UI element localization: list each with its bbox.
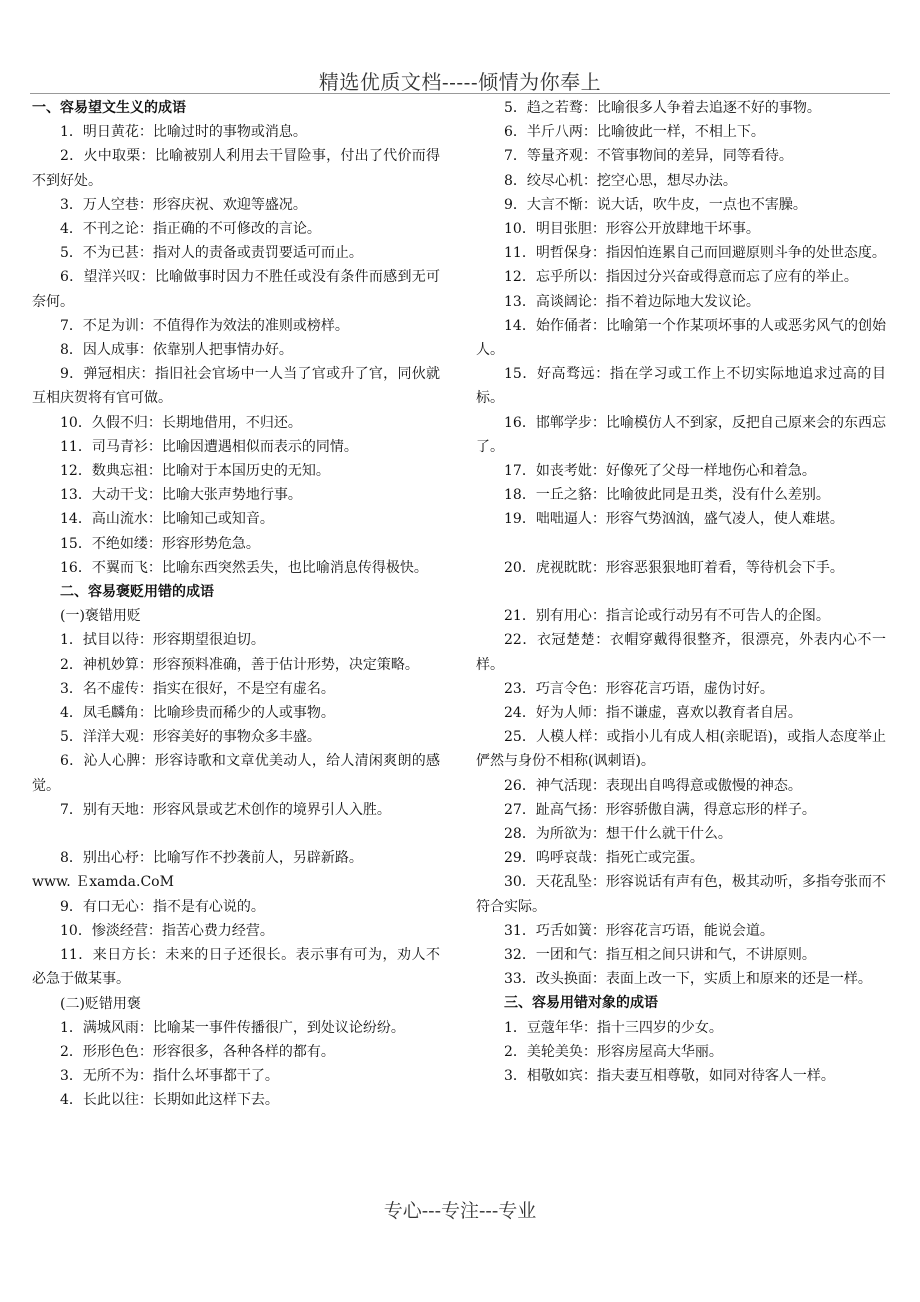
idiom-entry: 3．无所不为：指什么坏事都干了。 (60, 1068, 279, 1085)
idiom-entry: 3．万人空巷：形容庆祝、欢迎等盛况。 (60, 196, 307, 213)
idiom-entry: 7．别有天地：形容风景或艺术创作的境界引人入胜。 (60, 801, 391, 818)
page-footer: 专心---专注---专业 (383, 1200, 537, 1222)
idiom-entry: (一)褒错用贬 (60, 608, 141, 625)
idiom-entry: 15．不绝如缕：形容形势危急。 (60, 535, 260, 552)
idiom-entry: 5．洋洋大观：形容美好的事物众多丰盛。 (60, 729, 321, 746)
idiom-entry: 14．高山流水：比喻知己或知音。 (60, 511, 274, 528)
idiom-entry: 9．有口无心：指不是有心说的。 (60, 898, 265, 915)
idiom-entry: 9．弹冠相庆：指旧社会官场中一人当了官或升了官，同伙就互相庆贺将有官可做。 (32, 366, 440, 407)
idiom-entry: 4．凤毛麟角：比喻珍贵而稀少的人或事物。 (60, 705, 335, 722)
idiom-entry: 30．天花乱坠：形容说话有声有色，极其动听，多指夸张而不符合实际。 (476, 874, 886, 915)
idiom-entry: 7．不足为训：不值得作为效法的准则或榜样。 (60, 317, 349, 334)
idiom-entry: 23．巧言令色：形容花言巧语，虚伪讨好。 (504, 680, 774, 697)
idiom-entry: 16．不翼而飞：比喻东西突然丢失，也比喻消息传得极快。 (60, 559, 428, 576)
right-column (476, 96, 886, 1088)
idiom-entry: 1．豆蔻年华：指十三四岁的少女。 (504, 1019, 723, 1036)
section-heading: 一、容易望文生义的成语 (32, 100, 186, 116)
idiom-entry: 1．明日黄花：比喻过时的事物或消息。 (60, 124, 307, 141)
idiom-entry: 1．满城风雨：比喻某一事件传播很广，到处议论纷纷。 (60, 1019, 405, 1036)
idiom-entry: 20．虎视眈眈：形容恶狠狠地盯着看，等待机会下手。 (504, 559, 844, 576)
idiom-entry: 5．不为已甚：指对人的责备或责罚要适可而止。 (60, 245, 363, 262)
idiom-entry: 12．数典忘祖：比喻对于本国历史的无知。 (60, 463, 330, 480)
idiom-entry: (二)贬错用褒 (60, 995, 141, 1012)
idiom-entry: 27．趾高气扬：形容骄傲自满，得意忘形的样子。 (504, 801, 816, 818)
idiom-entry: 4．不刊之论：指正确的不可修改的言论。 (60, 221, 321, 238)
idiom-entry: 7．等量齐观：不管事物间的差异，同等看待。 (504, 148, 793, 165)
idiom-entry: 21．别有用心：指言论或行动另有不可告人的企图。 (504, 608, 830, 625)
idiom-entry: 8．绞尽心机：挖空心思，想尽办法。 (504, 172, 737, 189)
idiom-entry: 22．衣冠楚楚：衣帽穿戴得很整齐，很漂亮，外表内心不一样。 (476, 632, 886, 673)
idiom-entry: 32．一团和气：指互相之间只讲和气，不讲原则。 (504, 947, 816, 964)
idiom-entry: 8．因人成事：依靠别人把事情办好。 (60, 342, 293, 359)
idiom-entry: 8．别出心杼：比喻写作不抄袭前人，另辟新路。 (60, 850, 363, 867)
page-header: 精选优质文档-----倾情为你奉上 (318, 70, 602, 94)
idiom-entry: 13．大动干戈：比喻大张声势地行事。 (60, 487, 302, 504)
idiom-entry: 5．趋之若鹜：比喻很多人争着去追逐不好的事物。 (504, 100, 821, 116)
idiom-entry: 4．长此以往：长期如此这样下去。 (60, 1092, 279, 1109)
idiom-entry: 17．如丧考妣：好像死了父母一样地伤心和着急。 (504, 463, 816, 480)
idiom-entry: 16．邯郸学步：比喻模仿人不到家，反把自己原来会的东西忘了。 (476, 414, 886, 455)
idiom-entry: 28．为所欲为：想干什么就干什么。 (504, 826, 732, 843)
idiom-entry: 13．高谈阔论：指不着边际地大发议论。 (504, 293, 760, 310)
idiom-entry: 26．神气活现：表现出自鸣得意或傲慢的神态。 (504, 777, 802, 794)
idiom-entry: 6．望洋兴叹：比喻做事时因力不胜任或没有条件而感到无可奈何。 (32, 269, 440, 310)
idiom-entry: 14．始作俑者：比喻第一个作某项坏事的人或恶劣风气的创始人。 (476, 317, 886, 359)
watermark-text: www. Ｅxamda.CoM (32, 874, 174, 891)
section-heading: 二、容易褒贬用错的成语 (60, 584, 214, 601)
idiom-entry: 15．好高骛远：指在学习或工作上不切实际地追求过高的目标。 (476, 366, 886, 407)
idiom-entry: 18．一丘之貉：比喻彼此同是丑类，没有什么差别。 (504, 487, 830, 504)
idiom-entry: 11．司马青衫：比喻因遭遇相似而表示的同情。 (60, 438, 358, 455)
idiom-entry: 29．呜呼哀哉：指死亡或完蛋。 (504, 850, 704, 867)
idiom-entry: 2．形形色色：形容很多，各种各样的都有。 (60, 1043, 335, 1060)
idiom-entry: 6．半斤八两：比喻彼此一样，不相上下。 (504, 124, 765, 141)
idiom-entry: 6．沁人心脾：形容诗歌和文章优美动人，给人清闲爽朗的感觉。 (32, 753, 440, 794)
idiom-entry: 10．明目张胆：形容公开放肆地干坏事。 (504, 221, 760, 238)
idiom-entry: 10．惨淡经营：指苦心费力经营。 (60, 922, 274, 939)
idiom-entry: 11．来日方长：未来的日子还很长。表示事有可为，劝人不必急于做某事。 (32, 947, 440, 988)
idiom-entry: 11．明哲保身：指因怕连累自己而回避原则斗争的处世态度。 (504, 245, 886, 262)
idiom-entry: 3．名不虚传：指实在很好，不是空有虚名。 (60, 680, 335, 697)
idiom-entry: 12．忘乎所以：指因过分兴奋或得意而忘了应有的举止。 (504, 269, 858, 286)
idiom-entry: 24．好为人师：指不谦虚，喜欢以教育者自居。 (504, 705, 802, 722)
idiom-entry: 2．火中取栗：比喻被别人利用去干冒险事，付出了代价而得不到好处。 (32, 148, 440, 189)
idiom-entry: 2．美轮美奂：形容房屋高大华丽。 (504, 1043, 723, 1060)
header-divider (30, 93, 890, 94)
idiom-entry: 3．相敬如宾：指夫妻互相尊敬，如同对待客人一样。 (504, 1068, 835, 1085)
idiom-entry: 25．人模人样：或指小儿有成人相(亲昵语)，或指人态度举止俨然与身份不相称(讽刺语)。 (476, 729, 886, 770)
idiom-entry: 19．咄咄逼人：形容气势汹汹，盛气凌人，使人难堪。 (504, 511, 844, 528)
idiom-entry: 10．久假不归：长期地借用，不归还。 (60, 414, 302, 431)
idiom-entry: 2．神机妙算：形容预料准确，善于估计形势，决定策略。 (60, 656, 419, 673)
idiom-entry: 9．大言不惭：说大话，吹牛皮，一点也不害臊。 (504, 196, 807, 213)
idiom-entry: 31．巧舌如簧：形容花言巧语，能说会道。 (504, 922, 774, 939)
idiom-entry: 1．拭目以待：形容期望很迫切。 (60, 632, 265, 649)
idiom-entry: 33．改头换面：表面上改一下，实质上和原来的还是一样。 (504, 971, 872, 988)
left-column (32, 96, 440, 1113)
section-heading: 三、容易用错对象的成语 (504, 995, 658, 1012)
